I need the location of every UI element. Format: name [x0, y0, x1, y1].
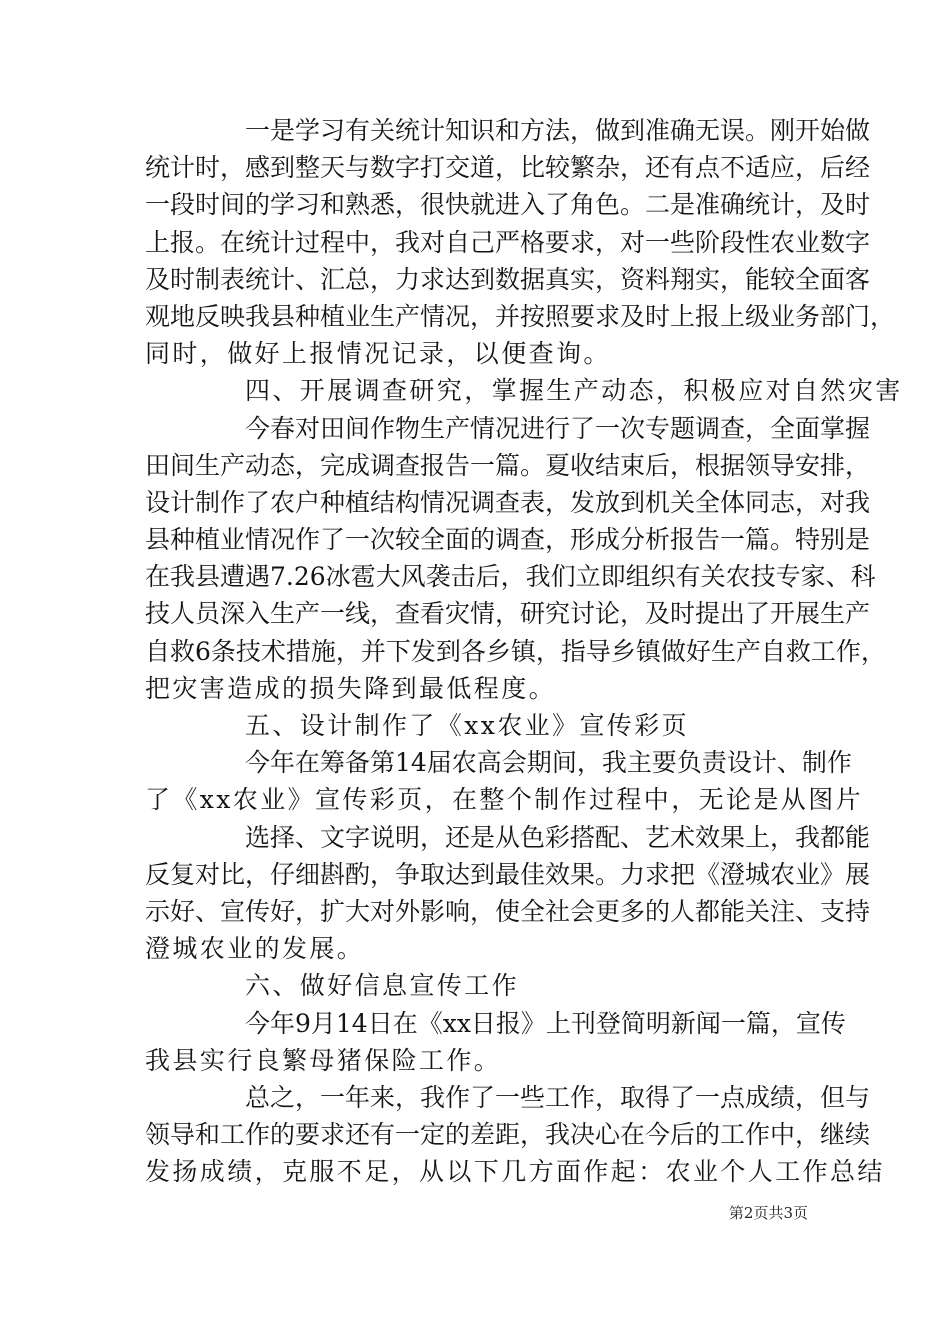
text-line: 反复对比，仔细斟酌，争取达到最佳效果。力求把《澄城农业》展	[145, 859, 871, 889]
text-line: 统计时，感到整天与数字打交道，比较繁杂，还有点不适应，后经	[145, 153, 871, 183]
text-line: 自救6条技术措施，并下发到各乡镇，指导乡镇做好生产自救工作，	[145, 636, 886, 666]
text-line: 今年9月14日在《xx日报》上刊登简明新闻一篇，宣传	[245, 1008, 846, 1038]
text-line: 发扬成绩，克服不足，从以下几方面作起：农业个人工作总结	[145, 1157, 885, 1187]
text-line: 澄城农业的发展。	[145, 934, 365, 964]
section-heading: 四、开展调查研究，掌握生产动态，积极应对自然灾害	[245, 376, 903, 406]
text-line: 今年在筹备第14届农高会期间，我主要负责设计、制作	[245, 748, 852, 778]
body-text	[145, 112, 903, 1190]
page-number: 第2页共3页	[728, 1204, 808, 1222]
text-line: 设计制作了农户种植结构情况调查表，发放到机关全体同志，对我	[145, 487, 871, 517]
text-line: 在我县遭遇7.26冰雹大风袭击后，我们立即组织有关农技专家、科	[145, 562, 876, 592]
text-line: 上报。在统计过程中，我对自己严格要求，对一些阶段性农业数字	[145, 227, 871, 257]
text-line: 了《xx农业》宣传彩页，在整个制作过程中，无论是从图片	[145, 785, 864, 815]
text-line: 领导和工作的要求还有一定的差距，我决心在今后的工作中，继续	[145, 1120, 871, 1150]
text-line: 把灾害造成的损失降到最低程度。	[145, 673, 557, 703]
text-line: 一段时间的学习和熟悉，很快就进入了角色。二是准确统计，及时	[145, 190, 871, 220]
text-line: 示好、宣传好，扩大对外影响，使全社会更多的人都能关注、支持	[145, 896, 871, 926]
text-line: 一是学习有关统计知识和方法，做到准确无误。刚开始做	[245, 116, 871, 145]
text-line: 我县实行良繁母猪保险工作。	[145, 1045, 502, 1075]
text-line: 今春对田间作物生产情况进行了一次专题调查，全面掌握	[245, 413, 871, 443]
text-line: 及时制表统计、汇总，力求达到数据真实，资料翔实，能较全面客	[145, 264, 871, 294]
text-line: 县种植业情况作了一次较全面的调查，形成分析报告一篇。特别是	[145, 525, 871, 555]
section-heading: 五、设计制作了《xx农业》宣传彩页	[245, 711, 689, 740]
text-line: 总之，一年来，我作了一些工作，取得了一点成绩，但与	[245, 1082, 871, 1112]
text-line: 田间生产动态，完成调查报告一篇。夏收结束后，根据领导安排，	[145, 450, 871, 480]
text-line: 选择、文字说明，还是从色彩搭配、艺术效果上，我都能	[245, 822, 871, 852]
text-line: 技人员深入生产一线，查看灾情，研究讨论，及时提出了开展生产	[145, 599, 871, 629]
section-heading: 六、做好信息宣传工作	[245, 971, 520, 1001]
text-line: 观地反映我县种植业生产情况，并按照要求及时上报上级业务部门，	[145, 301, 896, 331]
text-line: 同时，做好上报情况记录，以便查询。	[145, 339, 611, 369]
